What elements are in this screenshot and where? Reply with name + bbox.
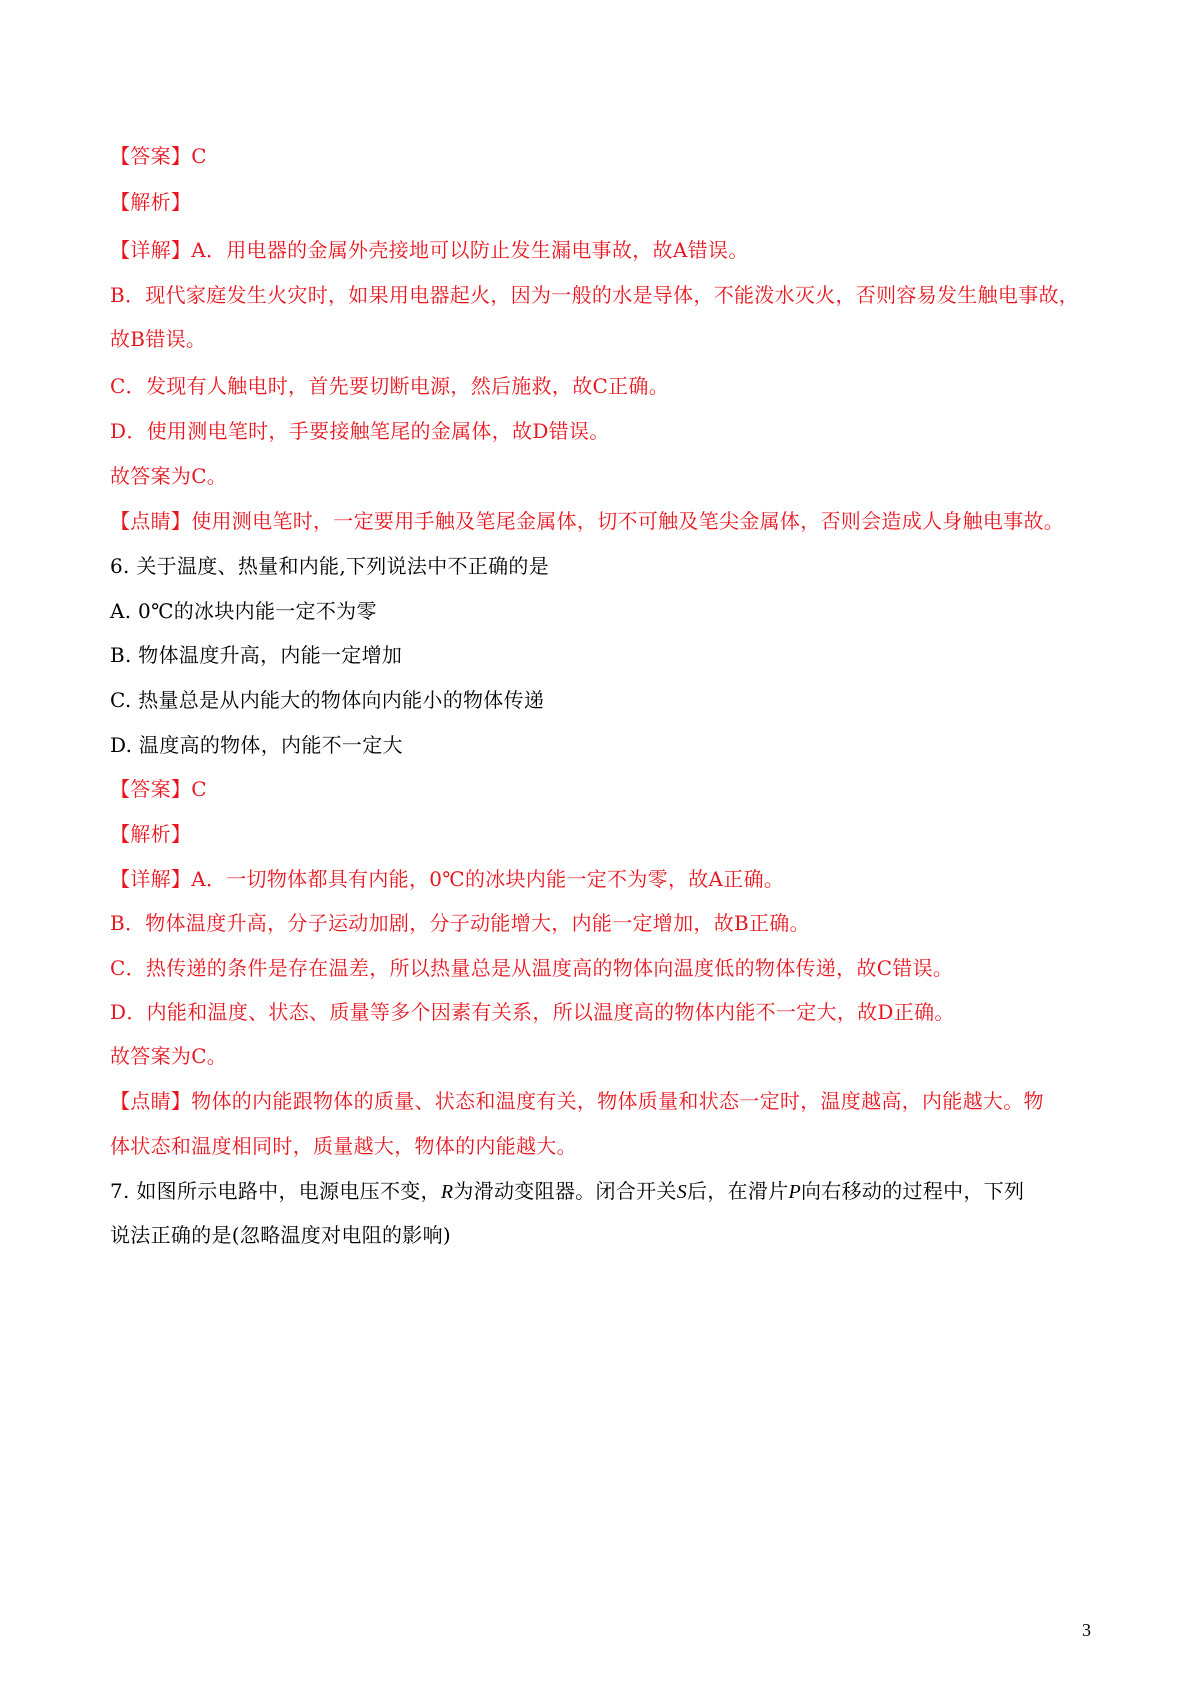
q6-comment-line1 (110, 1088, 1100, 1114)
q6-comment-line2: 体状态和温度相同时，质量越大，物体的内能越大。 (110, 1134, 577, 1158)
q6-option-a: A. 0℃的冰块内能一定不为零 (110, 599, 377, 623)
variable-r: R (440, 1181, 454, 1203)
q7-stem-line2: 说法正确的是(忽略温度对电阻的影响) (110, 1223, 452, 1247)
q5-analysis-tag: 【解析】 (110, 190, 192, 214)
q6-analysis-tag: 【解析】 (110, 822, 192, 846)
q7-stem-part4: 向右移动的过程中，下列 (801, 1179, 1025, 1203)
answer-value: C (191, 777, 207, 801)
q6-stem: 6. 关于温度、热量和内能,下列说法中不正确的是 (110, 554, 549, 578)
q5-detail-a (110, 237, 1100, 263)
comment-tag: 【点睛】 (110, 1089, 192, 1113)
q6-option-d: D. 温度高的物体，内能不一定大 (110, 733, 403, 757)
q6-detail-b: B．物体温度升高，分子运动加剧，分子动能增大，内能一定增加，故B正确。 (110, 911, 810, 935)
detail-a-text: A．用电器的金属外壳接地可以防止发生漏电事故，故A错误。 (191, 238, 749, 262)
detail-a-text: A．一切物体都具有内能，0℃的冰块内能一定不为零，故A正确。 (191, 867, 785, 891)
q6-conclusion: 故答案为C。 (110, 1044, 228, 1068)
q7-stem-line1 (110, 1178, 1100, 1205)
variable-p: P (788, 1181, 802, 1203)
q6-detail-a (110, 866, 1100, 892)
q5-comment (110, 508, 1100, 534)
answer-value: C (191, 144, 207, 168)
q5-detail-b-line2: 故B错误。 (110, 327, 207, 351)
q7-stem-part1: 7. 如图所示电路中，电源电压不变， (110, 1179, 441, 1203)
answer-tag: 【答案】 (110, 144, 192, 168)
detail-tag: 【详解】 (110, 867, 192, 891)
q5-detail-c: C．发现有人触电时，首先要切断电源，然后施救，故C正确。 (110, 374, 670, 398)
q6-option-c: C. 热量总是从内能大的物体向内能小的物体传递 (110, 688, 545, 712)
q5-detail-d: D．使用测电笔时，手要接触笔尾的金属体，故D错误。 (110, 419, 610, 443)
detail-tag: 【详解】 (110, 238, 192, 262)
q5-answer (110, 143, 1100, 169)
q6-option-b: B. 物体温度升高，内能一定增加 (110, 643, 403, 667)
variable-s: S (676, 1181, 687, 1203)
page-number: 3 (1082, 1620, 1091, 1640)
q7-stem-part3: 后，在滑片 (687, 1179, 789, 1203)
comment-text: 使用测电笔时，一定要用手触及笔尾金属体，切不可触及笔尖金属体，否则会造成人身触电事故。 (191, 509, 1065, 533)
q6-detail-c: C．热传递的条件是存在温差，所以热量总是从温度高的物体向温度低的物体传递，故C错误。 (110, 956, 954, 980)
q6-answer (110, 776, 1100, 802)
answer-tag: 【答案】 (110, 777, 192, 801)
q5-detail-b-line1: B．现代家庭发生火灾时，如果用电器起火，因为一般的水是导体，不能泼水灭火，否则容易发生触电事故， (110, 283, 1080, 307)
q5-conclusion: 故答案为C。 (110, 464, 228, 488)
q7-stem-part2: 为滑动变阻器。闭合开关 (453, 1179, 677, 1203)
comment-text: 物体的内能跟物体的质量、状态和温度有关，物体质量和状态一定时，温度越高，内能越大。物 (191, 1089, 1044, 1113)
comment-tag: 【点睛】 (110, 509, 192, 533)
q6-detail-d: D．内能和温度、状态、质量等多个因素有关系，所以温度高的物体内能不一定大，故D正确。 (110, 1000, 955, 1024)
